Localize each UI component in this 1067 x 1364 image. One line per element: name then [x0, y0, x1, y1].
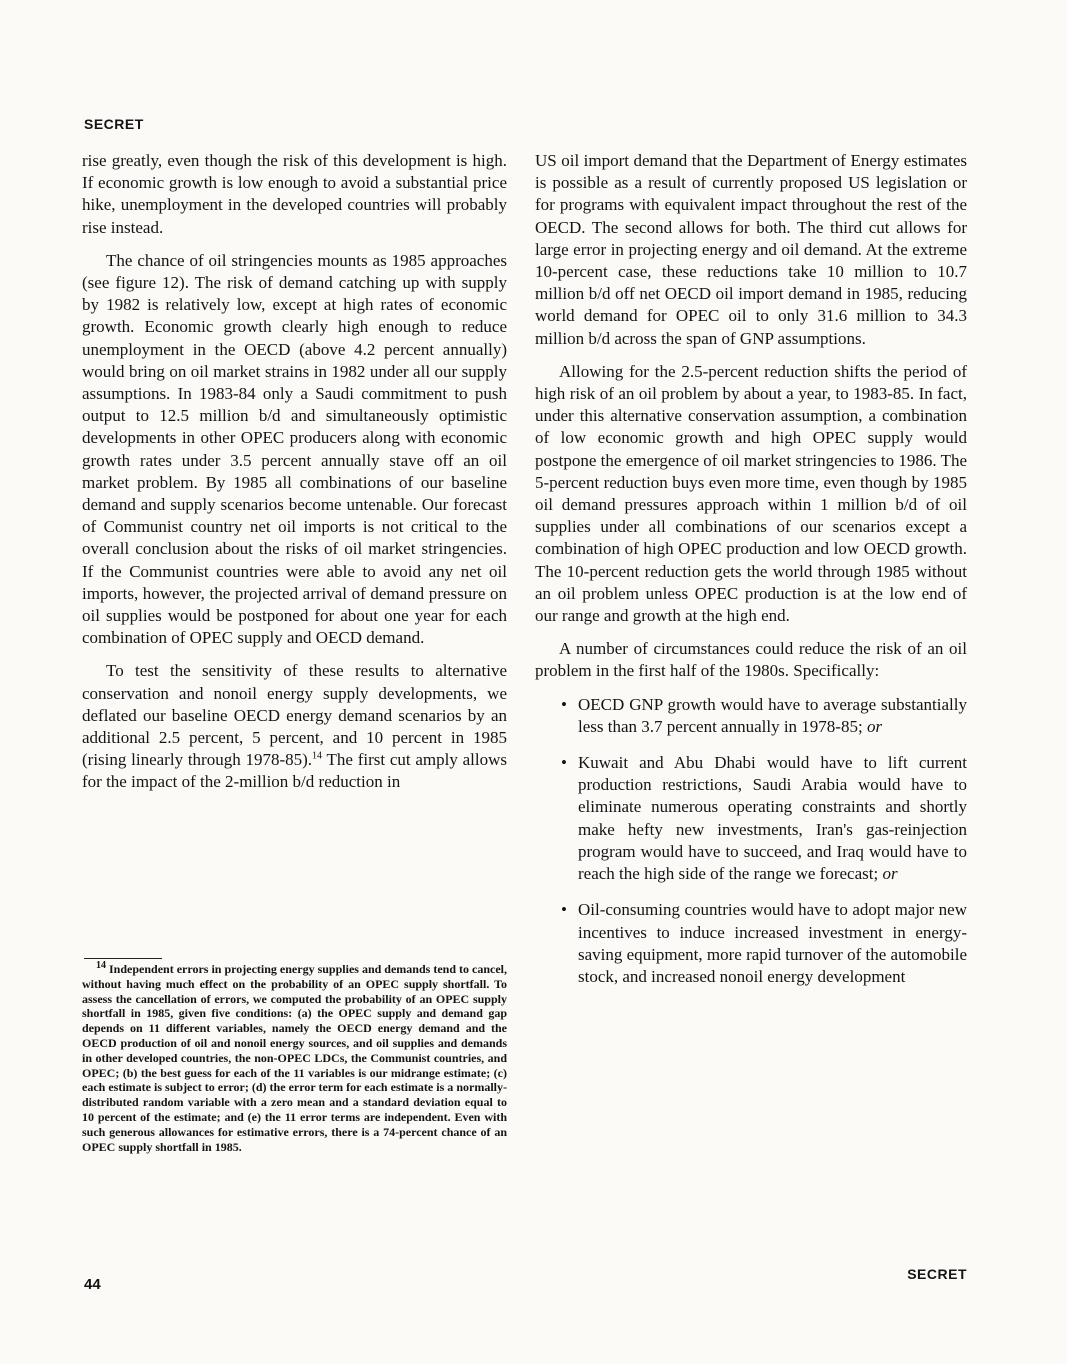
list-item [535, 694, 967, 738]
footnote-reference: 14 [312, 750, 323, 762]
classification-footer: SECRET [907, 1266, 967, 1282]
paragraph: rise greatly, even though the risk of this development is high. If economic growth is low enough to avoid a substantial price hike, unemployment in the developed countries will probably rise instead. [82, 151, 507, 237]
bullet-icon: • [561, 753, 567, 773]
paragraph-text: To test the sensitivity of these results to alternative conservation and nonoil energy supply developments, we deflated our baseline OECD energy demand scenarios by an additional 2.5 percent, 5 percent, and 10 percent in 1985 (rising linearly through 1978-85). [82, 661, 507, 770]
bullet-icon: • [561, 694, 567, 714]
left-column [82, 150, 507, 805]
classification-header: SECRET [84, 116, 144, 132]
paragraph: The chance of oil stringencies mounts as 1985 approaches (see figure 12). The risk of demand catching up with supply by 1982 is relatively low, except at high rates of economic growth. Economic growth clearly high enough to reduce unemployment in the OECD (above 4.2 percent annually) would bring on oil market strains in 1982 under all our supply assumptions. In 1983-84 only a Saudi commitment to push output to 12.5 million b/d and simultaneously optimistic developments in other OPEC producers along with economic growth rates under 3.5 percent annually stave off an oil market problem. By 1985 all combinations of our baseline demand and supply scenarios become untenable. Our forecast of Communist country net oil imports is not critical to the overall conclusion about the risks of oil market stringencies. If the Communist countries were able to avoid any net oil imports, however, the projected arrival of demand pressure on oil supplies would be postponed for about one year for each combination of OPEC supply and OECD demand. [82, 250, 507, 648]
footnote-divider [84, 958, 162, 959]
paragraph: A number of circumstances could reduce the risk of an oil problem in the first half of the 1980s. Specifically: [535, 639, 967, 681]
right-column [535, 150, 967, 1002]
footnote-text: Independent errors in projecting energy supplies and demands tend to cancel, without having much effect on the probability of an OPEC supply shortfall. To assess the cancellation of errors, we computed the probability of an OPEC supply shortfall in 1985, given five conditions: (a) the OPEC supply and demand gap depends on 11 different variables, namely the OECD energy demand and the OECD production of oil and nonoil energy sources, and oil supplies and demands in other developed countries, the non-OPEC LDCs, the Communist countries, and OPEC; (b) the best guess for each of the 11 variables is our midrange estimate; (c) each estimate is subject to error; (d) the error term for each estimate is a normally-distributed random variable with a zero mean and a standard deviation equal to 10 percent of the estimate; and (e) the 11 error terms are independent. Even with such generous allowances for estimative errors, there is a 74-percent chance of an OPEC supply shortfall in 1985. [82, 962, 507, 1154]
paragraph: Allowing for the 2.5-percent reduction shifts the period of high risk of an oil problem by about a year, to 1983-85. In fact, under this alternative conservation assumption, a combination of low economic growth and high OPEC supply would postpone the emergence of oil market stringencies to 1986. The 5-percent reduction buys even more time, even though by 1985 oil demand pressures approach within 1 million b/d of oil supplies under all combinations of our scenarios except a combination of high OPEC production and low OECD growth. The 10-percent reduction gets the world through 1985 without an oil problem unless OPEC production is at the low end of our range and growth at the high end. [535, 361, 967, 626]
bullet-list [535, 694, 967, 988]
list-item [535, 899, 967, 988]
paragraph [82, 660, 507, 793]
list-item-connector: or [866, 716, 883, 736]
bullet-icon: • [561, 900, 567, 920]
page-number: 44 [84, 1276, 101, 1293]
list-item-text: OECD GNP growth would have to average substantially less than 3.7 percent annually in 1978-85; [578, 694, 967, 736]
list-item-text: Kuwait and Abu Dhabi would have to lift current production restrictions, Saudi Arabia would have to eliminate numerous operating constraints and shortly make hefty new investments, Iran's gas-reinjection program would have to succeed, and Iraq would have to reach the high side of the range we forecast; [578, 753, 967, 884]
list-item-text: Oil-consuming countries would have to adopt major new incentives to induce increased investment in energy-saving equipment, more rapid turnover of the automobile stock, and increased nonoil energy development [578, 900, 968, 986]
footnote [82, 962, 507, 1154]
footnote-marker: 14 [96, 960, 106, 971]
list-item-connector: or [882, 864, 898, 884]
paragraph-text: The first cut amply allows for the impact of the 2-million b/d reduction in [82, 750, 507, 792]
paragraph: US oil import demand that the Department of Energy estimates is possible as a result of currently proposed US legislation or for programs with equivalent impact throughout the rest of the OECD. The second allows for both. The third cut allows for large error in projecting energy and oil demand. At the extreme 10-percent case, these reductions take 10 million to 10.7 million b/d off net OECD oil import demand in 1985, reducing world demand for OPEC oil to only 31.6 million to 34.3 million b/d across the span of GNP assumptions. [535, 151, 967, 348]
list-item [535, 752, 967, 885]
